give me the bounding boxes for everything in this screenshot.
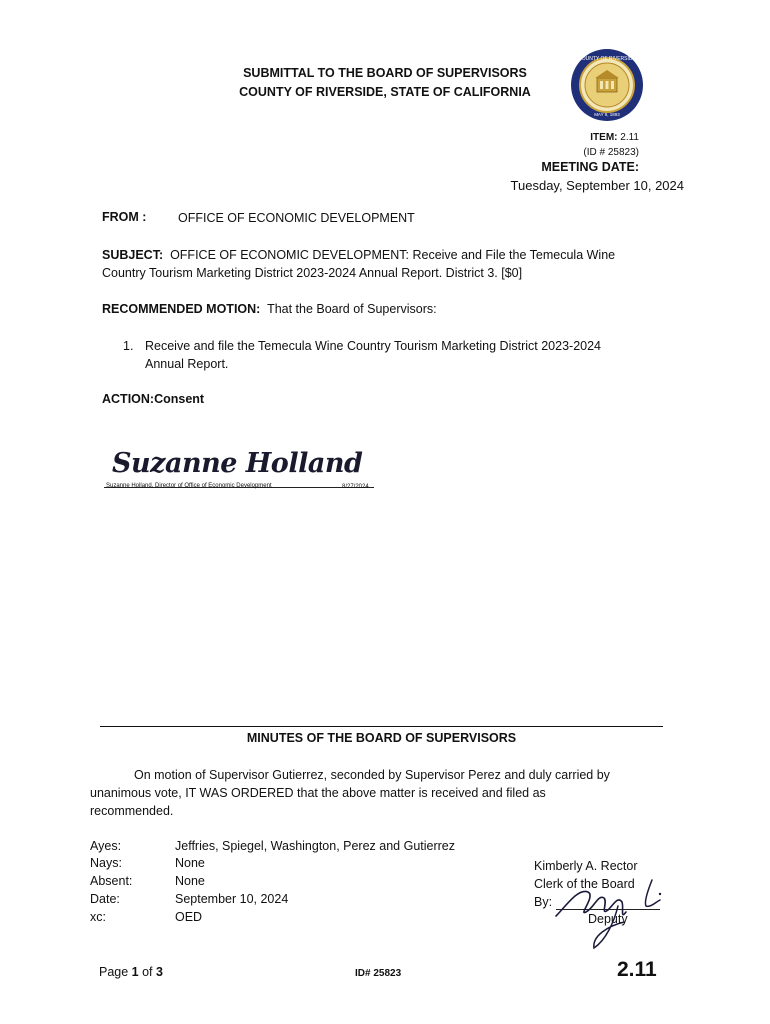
vote-label: Nays: bbox=[90, 856, 122, 870]
minutes-line-1: On motion of Supervisor Gutierrez, seconded by Supervisor Perez and duly carried by bbox=[134, 768, 610, 782]
motion-item-line-1: Receive and file the Temecula Wine Country Tourism Marketing District 2023-2024 bbox=[145, 339, 601, 353]
vote-label: Date: bbox=[90, 892, 120, 906]
footer-item-number: 2.11 bbox=[617, 958, 657, 981]
clerk-name: Kimberly A. Rector bbox=[534, 859, 638, 873]
from-label: FROM : bbox=[102, 210, 147, 224]
subject-line-2: Country Tourism Marketing District 2023-2024 Annual Report. District 3. [$0] bbox=[102, 266, 523, 280]
footer-page-total: 3 bbox=[156, 965, 163, 979]
vote-value: Jeffries, Spiegel, Washington, Perez and Gutierrez bbox=[175, 839, 456, 853]
county-seal-icon bbox=[570, 48, 644, 122]
subject-block bbox=[102, 246, 682, 282]
motion-label: RECOMMENDED MOTION: bbox=[102, 302, 261, 316]
vote-value: None bbox=[175, 874, 205, 888]
subject-label: SUBJECT: bbox=[102, 248, 164, 262]
minutes-divider bbox=[100, 726, 663, 727]
document-header bbox=[200, 64, 570, 102]
vote-label: Ayes: bbox=[90, 839, 122, 853]
clerk-by: By: bbox=[534, 895, 553, 909]
clerk-signature-icon bbox=[548, 876, 666, 952]
item-block bbox=[583, 130, 639, 160]
item-id: (ID # 25823) bbox=[583, 147, 639, 158]
vote-value: September 10, 2024 bbox=[175, 892, 289, 906]
signature-image: Suzanne Holland bbox=[112, 448, 363, 479]
meeting-date-value: Tuesday, September 10, 2024 bbox=[510, 178, 684, 193]
vote-label: Absent: bbox=[90, 874, 133, 888]
motion-item-line-2: Annual Report. bbox=[145, 357, 229, 371]
motion-text: That the Board of Supervisors: bbox=[267, 302, 437, 316]
from-value: OFFICE OF ECONOMIC DEVELOPMENT bbox=[178, 211, 415, 225]
footer-page-number bbox=[99, 965, 163, 979]
clerk-deputy: Deputy bbox=[588, 912, 628, 926]
minutes-body bbox=[90, 766, 650, 820]
footer-id: ID# 25823 bbox=[355, 968, 402, 979]
action-text: ACTION:Consent bbox=[102, 392, 205, 406]
subject-line-1: OFFICE OF ECONOMIC DEVELOPMENT: Receive and File the Temecula Wine bbox=[170, 248, 616, 262]
item-value: 2.11 bbox=[620, 132, 639, 143]
footer-page-of: of bbox=[138, 965, 156, 979]
clerk-title: Clerk of the Board bbox=[534, 877, 635, 891]
motion-block bbox=[102, 300, 682, 318]
signature-date: 8/27/2024 bbox=[342, 484, 369, 490]
meeting-date-label: MEETING DATE: bbox=[541, 160, 639, 174]
footer-page-current: 1 bbox=[131, 965, 139, 979]
minutes-line-2: unanimous vote, IT WAS ORDERED that the above matter is received and filed as bbox=[90, 786, 546, 800]
motion-item-number: 1. bbox=[123, 339, 134, 353]
vote-label: xc: bbox=[90, 910, 106, 924]
seal-ring-text: COUNTY OF RIVERSIDE bbox=[578, 56, 636, 62]
header-line-1: SUBMITTAL TO THE BOARD OF SUPERVISORS bbox=[243, 66, 527, 80]
footer-page-prefix: Page bbox=[99, 965, 132, 979]
header-line-2: COUNTY OF RIVERSIDE, STATE OF CALIFORNIA bbox=[239, 85, 531, 99]
signature-caption: Suzanne Holland, Director of Office of Economic Development bbox=[106, 483, 272, 489]
vote-value: OED bbox=[175, 910, 203, 924]
vote-value: None bbox=[175, 856, 205, 870]
motion-item bbox=[145, 337, 665, 373]
minutes-line-3: recommended. bbox=[90, 804, 174, 818]
minutes-title: MINUTES OF THE BOARD OF SUPERVISORS bbox=[246, 731, 517, 745]
seal-date-text: MAY 9, 1893 bbox=[594, 112, 620, 117]
item-label: ITEM: bbox=[590, 132, 618, 143]
